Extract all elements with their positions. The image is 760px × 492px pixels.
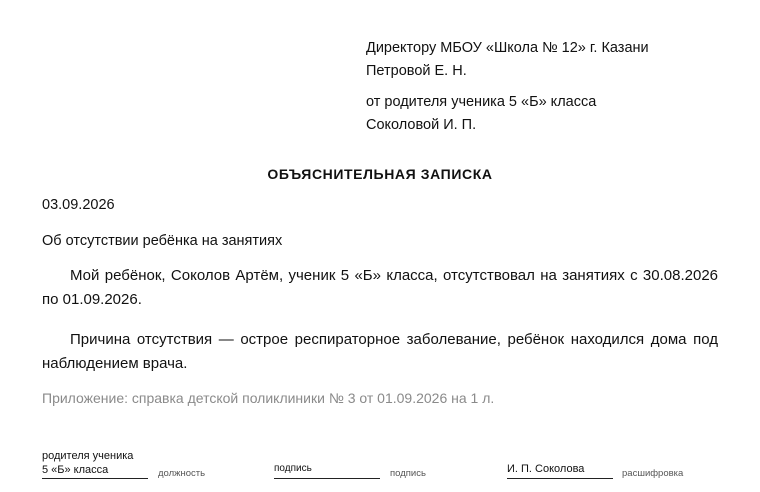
body-paragraph-2: Причина отсутствия — острое респираторное заболевание, ребёнок находился дома под наблюдением врача. bbox=[42, 331, 718, 372]
addressee-from bbox=[366, 91, 596, 137]
signer-position-line2: 5 «Б» класса bbox=[42, 464, 109, 476]
document-title: ОБЪЯСНИТЕЛЬНАЯ ЗАПИСКА bbox=[267, 166, 493, 182]
position-caption: должность bbox=[158, 468, 206, 479]
position-underline bbox=[42, 478, 148, 479]
name-underline bbox=[507, 478, 613, 479]
addressee-director-name: Петровой Е. Н. bbox=[366, 63, 467, 79]
signature-value: подпись bbox=[274, 463, 312, 474]
addressee-from-line: от родителя ученика 5 «Б» класса bbox=[366, 94, 597, 110]
addressee-director-line: Директору МБОУ «Школа № 12» г. Казани bbox=[366, 40, 649, 56]
signature-underline bbox=[274, 478, 380, 479]
attachment-note: Приложение: справка детской поликлиники № 3 от 01.09.2026 на 1 л. bbox=[42, 390, 495, 406]
addressee-to bbox=[366, 37, 649, 83]
body-paragraph-1: Мой ребёнок, Соколов Артём, ученик 5 «Б» класса, отсутствовал на занятиях с 30.08.2026 по 01.09.2026. bbox=[42, 267, 718, 308]
signature-caption: подпись bbox=[390, 468, 426, 479]
name-caption: расшифровка bbox=[622, 468, 684, 479]
signer-position-line1: родителя ученика bbox=[42, 450, 134, 462]
document-date: 03.09.2026 bbox=[42, 197, 115, 213]
addressee-from-name: Соколовой И. П. bbox=[366, 117, 477, 133]
signer-full-name: И. П. Соколова bbox=[507, 463, 585, 475]
document-subject: Об отсутствии ребёнка на занятиях bbox=[42, 233, 283, 249]
